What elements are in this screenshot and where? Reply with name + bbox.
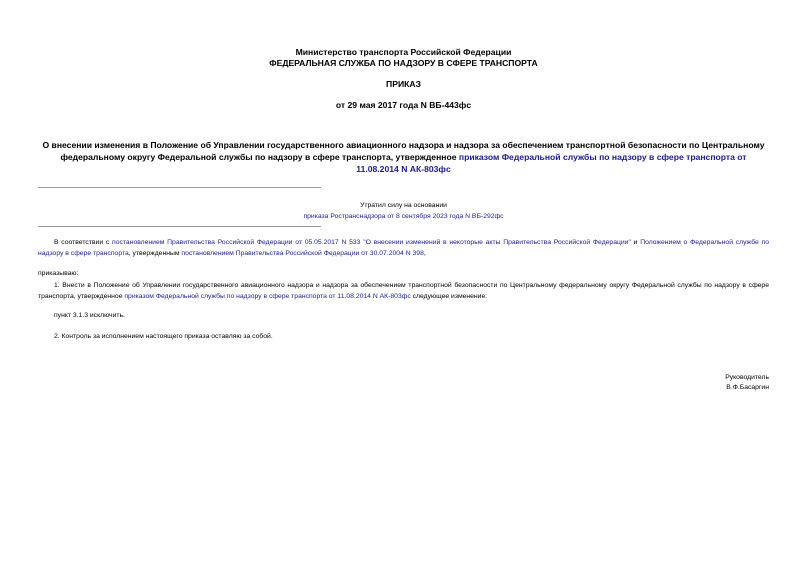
preamble-link-decree-398[interactable]: постановлением Правительства Российской Федерации от 30.07.2004 N 398	[181, 250, 424, 257]
divider-top	[38, 187, 321, 188]
signatory-position: Руководитель	[725, 374, 769, 381]
preamble-paragraph	[38, 237, 769, 259]
preamble-text-2: и	[630, 239, 641, 246]
status-notice-link[interactable]: приказа Ространснадзора от 8 сентября 2023 года N ВБ-292фс	[303, 213, 504, 220]
status-notice-text: Утратил силу на основании	[360, 202, 447, 209]
title-link-order[interactable]: приказом Федеральной службы по надзору в сфере транспорта от 11.08.2014 N АК-803фс	[356, 152, 747, 174]
order-word: приказываю:	[38, 270, 79, 277]
service-name: ФЕДЕРАЛЬНАЯ СЛУЖБА ПО НАДЗОРУ В СФЕРЕ ТРАНСПОРТА	[269, 58, 538, 68]
document-date-number: от 29 мая 2017 года N ВБ-443фс	[335, 100, 472, 110]
ministry-name: Министерство транспорта Российской Федерации	[295, 47, 512, 57]
divider-bottom	[38, 226, 321, 227]
document-type: ПРИКАЗ	[386, 79, 421, 89]
subitem-text: пункт 3.1.3 исключить.	[54, 312, 125, 319]
item-1-link-order[interactable]: приказом Федеральной службы по надзору в сфере транспорта от 11.08.2014 N АК-803фс	[124, 293, 411, 300]
item-1-text-2: следующее изменение:	[410, 293, 488, 300]
preamble-link-decree-533[interactable]: постановлением Правительства Российской Федерации от 05.05.2017 N 533 "О внесении изменений в некоторые акты Правительства Российской Федерации"	[112, 239, 631, 246]
preamble-text-3: , утвержденным	[128, 250, 182, 257]
item-1-paragraph	[38, 280, 769, 302]
preamble-text-4: ,	[423, 250, 426, 257]
signatory-name: В.Ф.Басаргин	[726, 384, 769, 391]
item-2-text: 2. Контроль за исполнением настоящего приказа оставляю за собой.	[54, 333, 273, 340]
title-text: О внесении изменения в Положение об Управлении государственного авиационного надзора и надзора за обеспечением транспортной безопасности по Центральному федеральному округу Федеральной службы по надзору в сфере транспорта, утвержденное	[42, 140, 765, 162]
item-1-text-1: 1. Внести в Положение об Управлении государственного авиационного надзора и надзора за обеспечением транспортной безопасности по Центральному федеральному округу Федеральной службы по надзору в сфере транспорта, утвержденное	[38, 282, 769, 300]
preamble-link-regulation[interactable]: Положением о Федеральной службе по надзору в сфере транспорта	[38, 239, 770, 257]
document-title	[40, 139, 767, 175]
preamble-text-1: В соответствии с	[54, 239, 113, 246]
